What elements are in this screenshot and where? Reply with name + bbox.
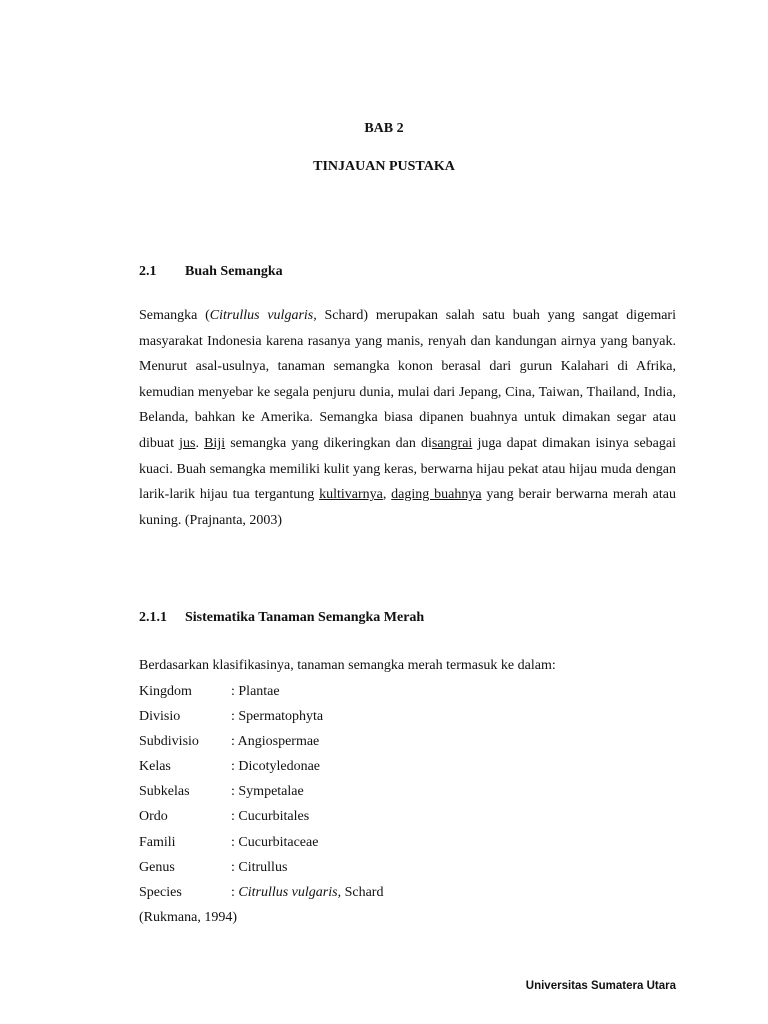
footer-institution: Universitas Sumatera Utara <box>525 980 676 992</box>
classification-row-species <box>139 884 383 909</box>
chapter-label: BAB 2 <box>364 121 404 136</box>
classification-row <box>139 683 383 708</box>
classification-row <box>139 733 383 758</box>
rank-value-suffix: , Schard <box>337 884 384 900</box>
classification-row <box>139 808 383 833</box>
rank-label: Divisio <box>139 709 181 725</box>
classification-row <box>139 783 383 808</box>
rank-label: Genus <box>139 859 175 875</box>
section-heading <box>139 264 283 280</box>
paragraph-text: . <box>195 435 205 451</box>
citation: (Rukmana, 1994) <box>139 909 237 925</box>
paragraph-text: juga dapat dimakan isinya sebagai kuaci. Buah semangka memiliki kulit yang keras, berwarna hijau pekat atau hijau muda dengan larik-larik hijau tua tergantung <box>139 435 676 503</box>
rank-label: Subdivisio <box>139 734 199 750</box>
rank-value: : Angiospermae <box>231 734 320 750</box>
rank-value: : Dicotyledonae <box>231 759 321 775</box>
link-kultivar[interactable]: kultivarnya <box>319 487 383 503</box>
classification-row <box>139 859 383 884</box>
classification-row <box>139 708 383 733</box>
rank-value: : Citrullus <box>231 859 288 875</box>
rank-label: Famili <box>139 834 176 850</box>
link-biji[interactable]: Biji <box>204 435 226 451</box>
rank-value: : Cucurbitaceae <box>231 834 319 850</box>
subsection-heading <box>139 610 424 626</box>
classification-list <box>139 683 383 934</box>
section-title: Buah Semangka <box>185 264 283 279</box>
classification-intro: Berdasarkan klasifikasinya, tanaman semangka merah termasuk ke dalam: <box>139 658 556 673</box>
species-name: Citrullus vulgaris <box>209 308 314 323</box>
rank-label: Ordo <box>139 809 168 825</box>
link-sangrai[interactable]: sangrai <box>431 435 473 451</box>
rank-label: Kelas <box>139 759 171 775</box>
rank-value-prefix: : <box>231 884 239 900</box>
link-jus[interactable]: jus <box>179 435 196 451</box>
rank-label: Subkelas <box>139 784 190 800</box>
species-name: Citrullus vulgaris <box>238 884 338 900</box>
rank-label: Species <box>139 884 182 900</box>
paragraph-text: , Schard) merupakan salah satu buah yang sangat digemari masyarakat Indonesia karena rasanya yang manis, renyah dan kandungan airnya yang banyak. Menurut asal-usulnya, tanaman semangka konon berasal dari gurun Kalahari di Afrika, kemudian menyebar ke segala penjuru dunia, mulai dari Jepang, Cina, Taiwan, Thailand, India, Belanda, bahkan ke Amerika. Semangka biasa dipanen buahnya untuk dimakan segar atau dibuat <box>139 308 676 451</box>
paragraph-text: Semangka ( <box>139 308 210 323</box>
rank-label: Kingdom <box>139 684 192 699</box>
classification-row <box>139 834 383 859</box>
section-number: 2.1 <box>139 264 157 279</box>
rank-value: : Plantae <box>231 684 280 699</box>
subsection-number: 2.1.1 <box>139 610 167 625</box>
subsection-title: Sistematika Tanaman Semangka Merah <box>185 610 425 625</box>
chapter-title: TINJAUAN PUSTAKA <box>313 159 455 174</box>
paragraph-text: semangka yang dikeringkan dan di <box>225 435 432 451</box>
link-daging-buah[interactable]: daging buahnya <box>391 487 482 503</box>
paragraph-text: yang berair berwarna merah atau kuning. (Prajnanta, 2003) <box>139 487 676 528</box>
section-paragraph <box>139 303 676 533</box>
classification-row <box>139 758 383 783</box>
rank-value: : Sympetalae <box>231 784 304 800</box>
rank-value: : Spermatophyta <box>231 709 324 725</box>
rank-value: : Cucurbitales <box>231 809 310 825</box>
paragraph-text: , <box>382 487 392 503</box>
